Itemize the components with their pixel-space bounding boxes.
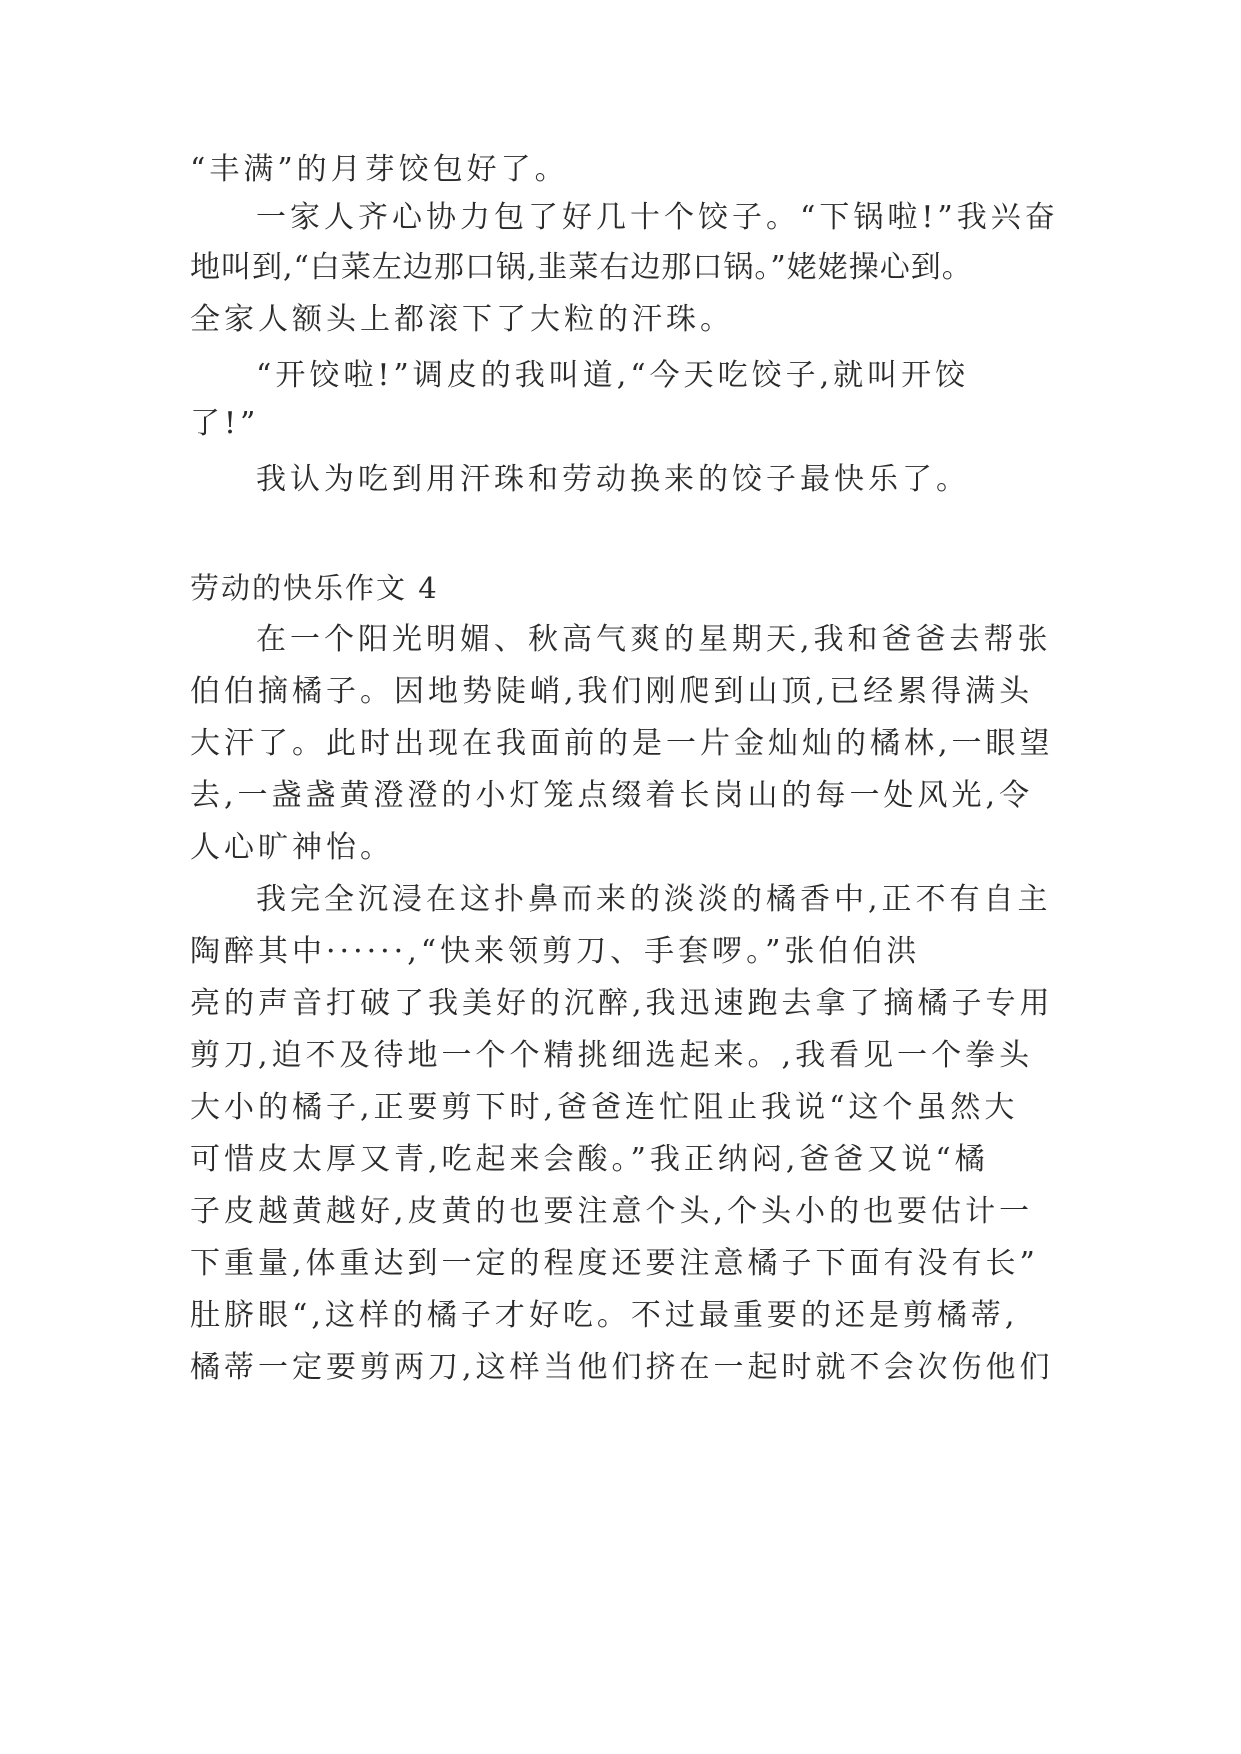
text-line: 地叫到,“白菜左边那口锅,韭菜右边那口锅。”姥姥操心到。 xyxy=(190,250,973,285)
text-line: 陶醉其中······,“快来领剪刀、手套啰。”张伯伯洪 xyxy=(190,934,921,969)
text-line: 肚脐眼“,这样的橘子才好吃。不过最重要的还是剪橘蒂, xyxy=(190,1298,1019,1333)
text-line: 可惜皮太厚又青,吃起来会酸。”我正纳闷,爸爸又说“橘 xyxy=(190,1142,989,1177)
text-line: 大汗了。此时出现在我面前的是一片金灿灿的橘林,一眼望 xyxy=(190,726,1054,761)
text-line: 我认为吃到用汗珠和劳动换来的饺子最快乐了。 xyxy=(256,462,970,497)
text-line: 剪刀,迫不及待地一个个精挑细选起来。,我看见一个拳头 xyxy=(190,1038,1034,1073)
document-page xyxy=(190,0,1060,1754)
text-line: 一家人齐心协力包了好几十个饺子。“下锅啦!”我兴奋 xyxy=(256,200,1059,235)
text-line: 橘蒂一定要剪两刀,这样当他们挤在一起时就不会次伤他们 xyxy=(190,1350,1054,1385)
text-line: “丰满”的月芽饺包好了。 xyxy=(190,152,569,187)
text-line: 在一个阳光明媚、秋高气爽的星期天,我和爸爸去帮张 xyxy=(256,622,1052,657)
text-line: 去,一盏盏黄澄澄的小灯笼点缀着长岗山的每一处风光,令 xyxy=(190,778,1034,813)
section-heading: 劳动的快乐作文 4 xyxy=(190,571,439,605)
text-line: 亮的声音打破了我美好的沉醉,我迅速跑去拿了摘橘子专用 xyxy=(190,986,1054,1021)
text-line: 大小的橘子,正要剪下时,爸爸连忙阻止我说“这个虽然大 xyxy=(190,1090,1019,1125)
text-line: 伯伯摘橘子。因地势陡峭,我们刚爬到山顶,已经累得满头 xyxy=(190,674,1034,709)
text-line: 下重量,体重达到一定的程度还要注意橘子下面有没有长” xyxy=(190,1246,1039,1281)
text-line: 我完全沉浸在这扑鼻而来的淡淡的橘香中,正不有自主 xyxy=(256,882,1052,917)
text-line: 了!” xyxy=(190,406,260,441)
text-line: 人心旷神怡。 xyxy=(190,830,394,865)
text-line: 子皮越黄越好,皮黄的也要注意个头,个头小的也要估计一 xyxy=(190,1194,1034,1229)
text-line: “开饺啦!”调皮的我叫道,“今天吃饺子,就叫开饺 xyxy=(256,358,970,393)
text-line: 全家人额头上都滚下了大粒的汗珠。 xyxy=(190,302,734,337)
